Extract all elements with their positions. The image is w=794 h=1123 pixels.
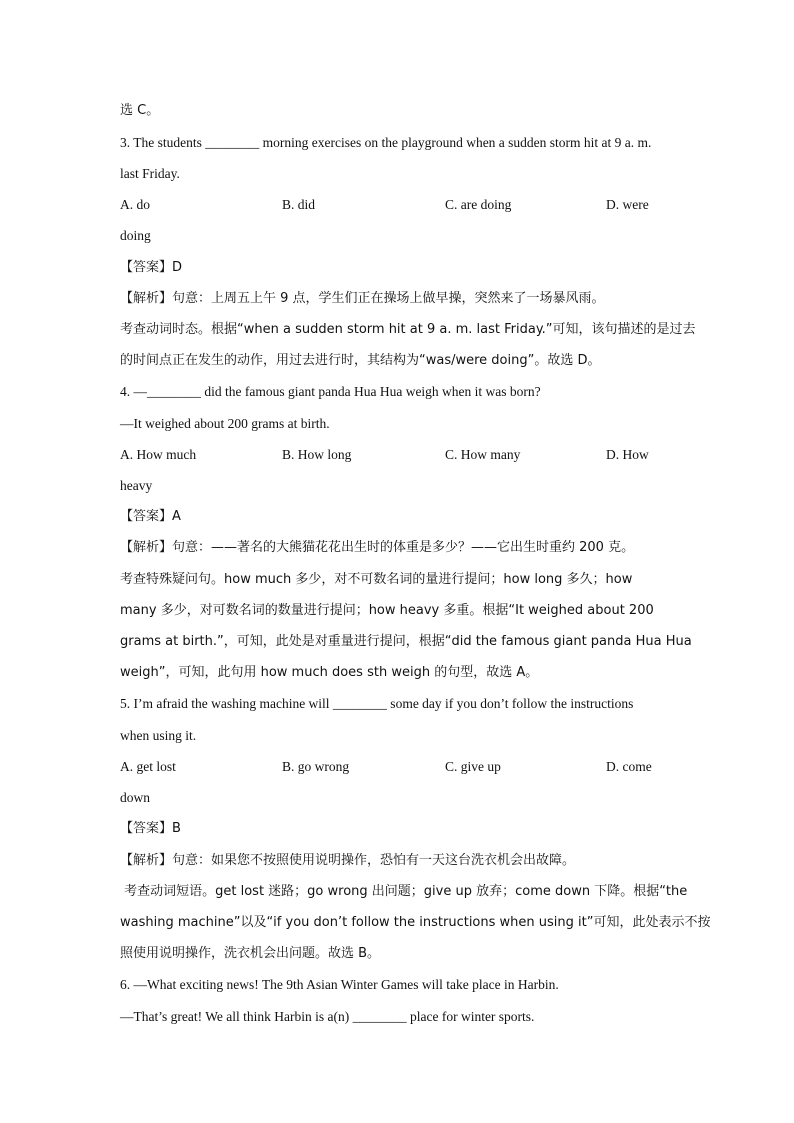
q5-explanation: 考查动词短语。get lost 迷路；go wrong 出问题；give up 放弃；come down 下降。根据“the (120, 884, 688, 899)
question-6-stem: 6. —What exciting news! The 9th Asian Winter Games will take place in Harbin. (120, 977, 559, 992)
q5-option-d-cont: down (120, 790, 150, 805)
q4-explanation: many 多少，对可数名词的数量进行提问；how heavy 多重。根据“It weighed about 200 (120, 603, 654, 618)
question-3-stem: 3. The students ________ morning exercises on the playground when a sudden storm hit at 9 a. m. (120, 135, 652, 150)
q3-option-a: A. do (120, 197, 150, 212)
q5-option-d: D. come (606, 759, 652, 774)
q5-answer: 【答案】B (120, 821, 181, 836)
q3-explanation: 的时间点正在发生的动作，用过去进行时，其结构为“was/were doing”。故选 D。 (120, 353, 601, 368)
q5-explanation: 照使用说明操作，洗衣机会出问题。故选 B。 (120, 946, 381, 961)
q4-option-d-cont: heavy (120, 478, 153, 493)
question-5-stem-cont: when using it. (120, 728, 197, 743)
q4-option-b: B. How long (282, 447, 352, 462)
q3-option-c: C. are doing (445, 197, 512, 212)
question-4-stem: 4. —________ did the famous giant panda Hua Hua weigh when it was born? (120, 384, 541, 399)
q4-answer: 【答案】A (120, 509, 181, 524)
q5-option-a: A. get lost (120, 759, 176, 774)
q3-explanation: 【解析】句意：上周五上午 9 点，学生们正在操场上做早操，突然来了一场暴风雨。 (120, 291, 605, 306)
q5-option-c: C. give up (445, 759, 501, 774)
q4-option-a: A. How much (120, 447, 197, 462)
q3-answer: 【答案】D (120, 260, 183, 275)
q3-option-d: D. were (606, 197, 649, 212)
q3-option-d-cont: doing (120, 228, 151, 243)
q3-option-b: B. did (282, 197, 316, 212)
q4-option-c: C. How many (445, 447, 521, 462)
text-line: 选 C。 (120, 103, 160, 118)
q5-explanation: 【解析】句意：如果您不按照使用说明操作，恐怕有一天这台洗衣机会出故障。 (120, 853, 576, 868)
q4-explanation: 考查特殊疑问句。how much 多少，对不可数名词的量进行提问；how long 多久；how (120, 572, 633, 587)
q4-option-d: D. How (606, 447, 649, 462)
q5-option-b: B. go wrong (282, 759, 350, 774)
q4-explanation: weigh”，可知，此句用 how much does sth weigh 的句型，故选 A。 (120, 665, 539, 680)
question-5-stem: 5. I’m afraid the washing machine will ________ some day if you don’t follow the instructions (120, 696, 634, 711)
question-3-stem-cont: last Friday. (120, 166, 180, 181)
q3-explanation: 考查动词时态。根据“when a sudden storm hit at 9 a. m. last Friday.”可知，该句描述的是过去 (120, 322, 696, 337)
q5-explanation: washing machine”以及“if you don’t follow the instructions when using it”可知，此处表示不按 (120, 915, 711, 930)
question-4-reply: —It weighed about 200 grams at birth. (120, 416, 330, 431)
question-6-reply: —That’s great! We all think Harbin is a(n) ________ place for winter sports. (120, 1009, 535, 1024)
q4-explanation: 【解析】句意：——著名的大熊猫花花出生时的体重是多少？——它出生时重约 200 克。 (120, 540, 635, 555)
q4-explanation: grams at birth.”，可知，此处是对重量进行提问，根据“did the famous giant panda Hua Hua (120, 634, 692, 649)
